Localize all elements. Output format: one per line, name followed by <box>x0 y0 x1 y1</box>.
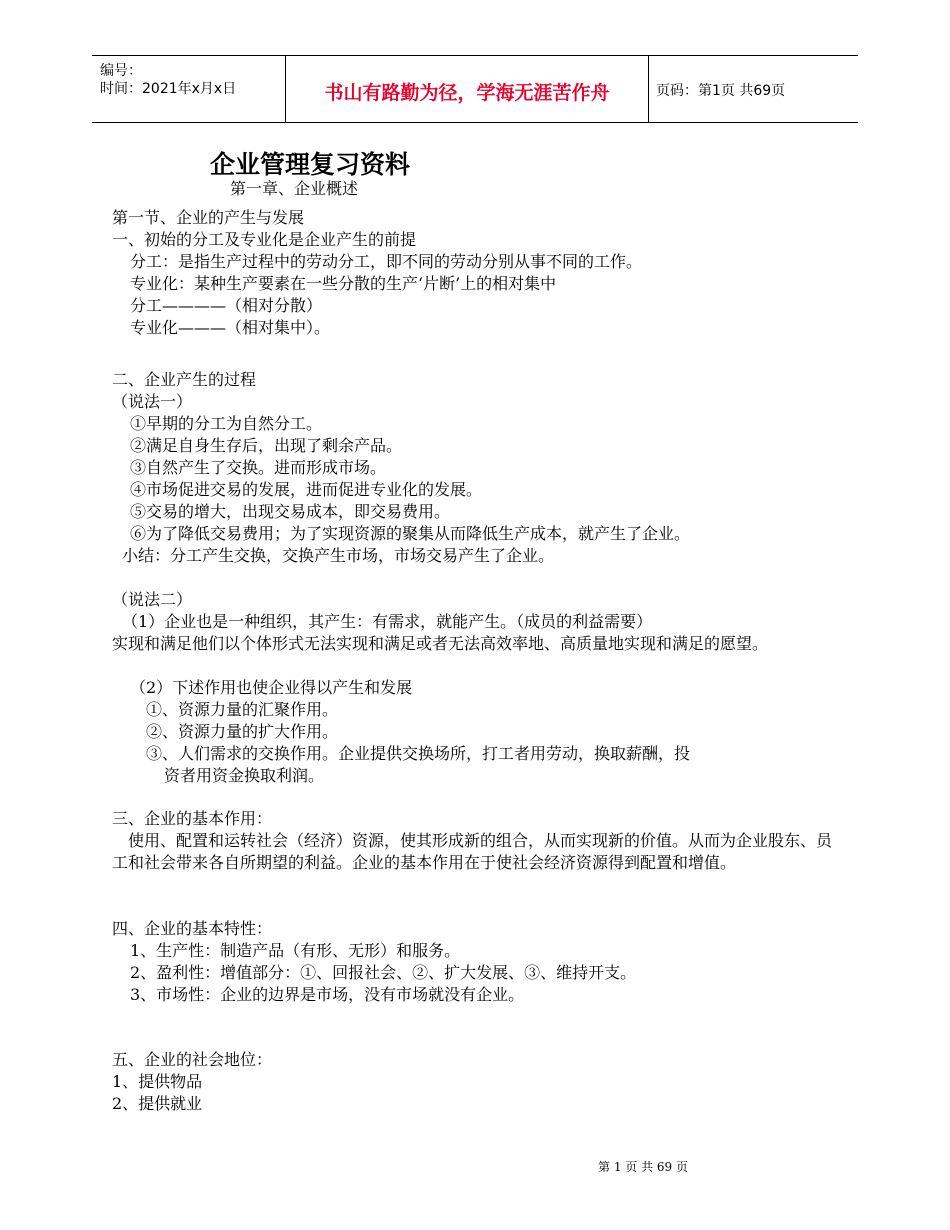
list-item: ③自然产生了交换。进而形成市场。 <box>130 458 387 477</box>
subsection-heading: 三、企业的基本作用： <box>112 809 273 828</box>
list-item: ②、资源力量的扩大作用。 <box>146 722 339 741</box>
list-item: ④市场促进交易的发展，进而促进专业化的发展。 <box>130 480 483 499</box>
section-heading: 第一节、企业的产生与发展 <box>112 208 305 227</box>
text-line: （说法二） <box>112 590 193 609</box>
subsection-heading: 四、企业的基本特性： <box>112 919 273 938</box>
text-paragraph: 实现和满足他们以个体形式无法实现和满足或者无法高效率地、高质量地实现和满足的愿望。 <box>112 634 769 653</box>
list-item: 1、生产性：制造产品（有形、无形）和服务。 <box>130 941 461 960</box>
document-title: 企业管理复习资料 <box>210 150 411 179</box>
list-item: ①、资源力量的汇聚作用。 <box>146 700 339 719</box>
text-line: 分工————（相对分散） <box>130 296 323 315</box>
header-page-label: 页码：第1页 共69页 <box>656 83 786 99</box>
list-item: ①早期的分工为自然分工。 <box>130 414 323 433</box>
list-item: 3、市场性：企业的边界是市场，没有市场就没有企业。 <box>130 985 525 1004</box>
text-line: （2）下述作用也使企业得以产生和发展 <box>130 678 413 697</box>
document-time-label: 时间：2021年x月x日 <box>100 81 237 97</box>
header-table <box>92 55 858 123</box>
text-line: 专业化：某种生产要素在一些分散的生产‘片断’上的相对集中 <box>130 274 557 293</box>
header-page-cell <box>648 56 858 122</box>
subsection-heading: 二、企业产生的过程 <box>112 370 257 389</box>
subsection-heading: 五、企业的社会地位： <box>112 1050 273 1069</box>
text-line: （说法一） <box>112 392 193 411</box>
header-motto: 书山有路勤为径，学海无涯苦作舟 <box>324 82 610 104</box>
text-line: 资者用资金换取利润。 <box>164 766 325 785</box>
list-item: ⑥为了降低交易费用；为了实现资源的聚集从而降低生产成本，就产生了企业。 <box>130 524 691 543</box>
header-meta-cell <box>92 56 285 122</box>
list-item: 1、提供物品 <box>112 1072 203 1091</box>
header-motto-cell <box>285 56 649 122</box>
document-number-label: 编号： <box>100 63 142 79</box>
list-item: ③、人们需求的交换作用。企业提供交换场所，打工者用劳动，换取薪酬，投 <box>146 744 691 763</box>
text-line: （1）企业也是一种组织，其产生：有需求，就能产生。（成员的利益需要） <box>122 612 653 631</box>
page-footer: 第 1 页 共 69 页 <box>598 1160 688 1174</box>
text-paragraph: 使用、配置和运转社会（经济）资源，使其形成新的组合，从而实现新的价值。从而为企业股东、员工和社会带来各自所期望的利益。企业的基本作用在于使社会经济资源得到配置和增值。 <box>112 831 833 872</box>
subsection-heading: 一、初始的分工及专业化是企业产生的前提 <box>112 230 417 249</box>
chapter-title: 第一章、企业概述 <box>230 179 359 198</box>
list-item: ②满足自身生存后，出现了剩余产品。 <box>130 436 403 455</box>
list-item: ⑤交易的增大，出现交易成本，即交易费用。 <box>130 502 451 521</box>
list-item: 2、盈利性：增值部分：①、回报社会、②、扩大发展、③、维持开支。 <box>130 963 637 982</box>
text-line: 分工：是指生产过程中的劳动分工，即不同的劳动分别从事不同的工作。 <box>130 252 643 271</box>
text-line: 小结：分工产生交换，交换产生市场，市场交易产生了企业。 <box>122 546 555 565</box>
text-line: 专业化———（相对集中）。 <box>130 318 331 337</box>
list-item: 2、提供就业 <box>112 1094 203 1113</box>
